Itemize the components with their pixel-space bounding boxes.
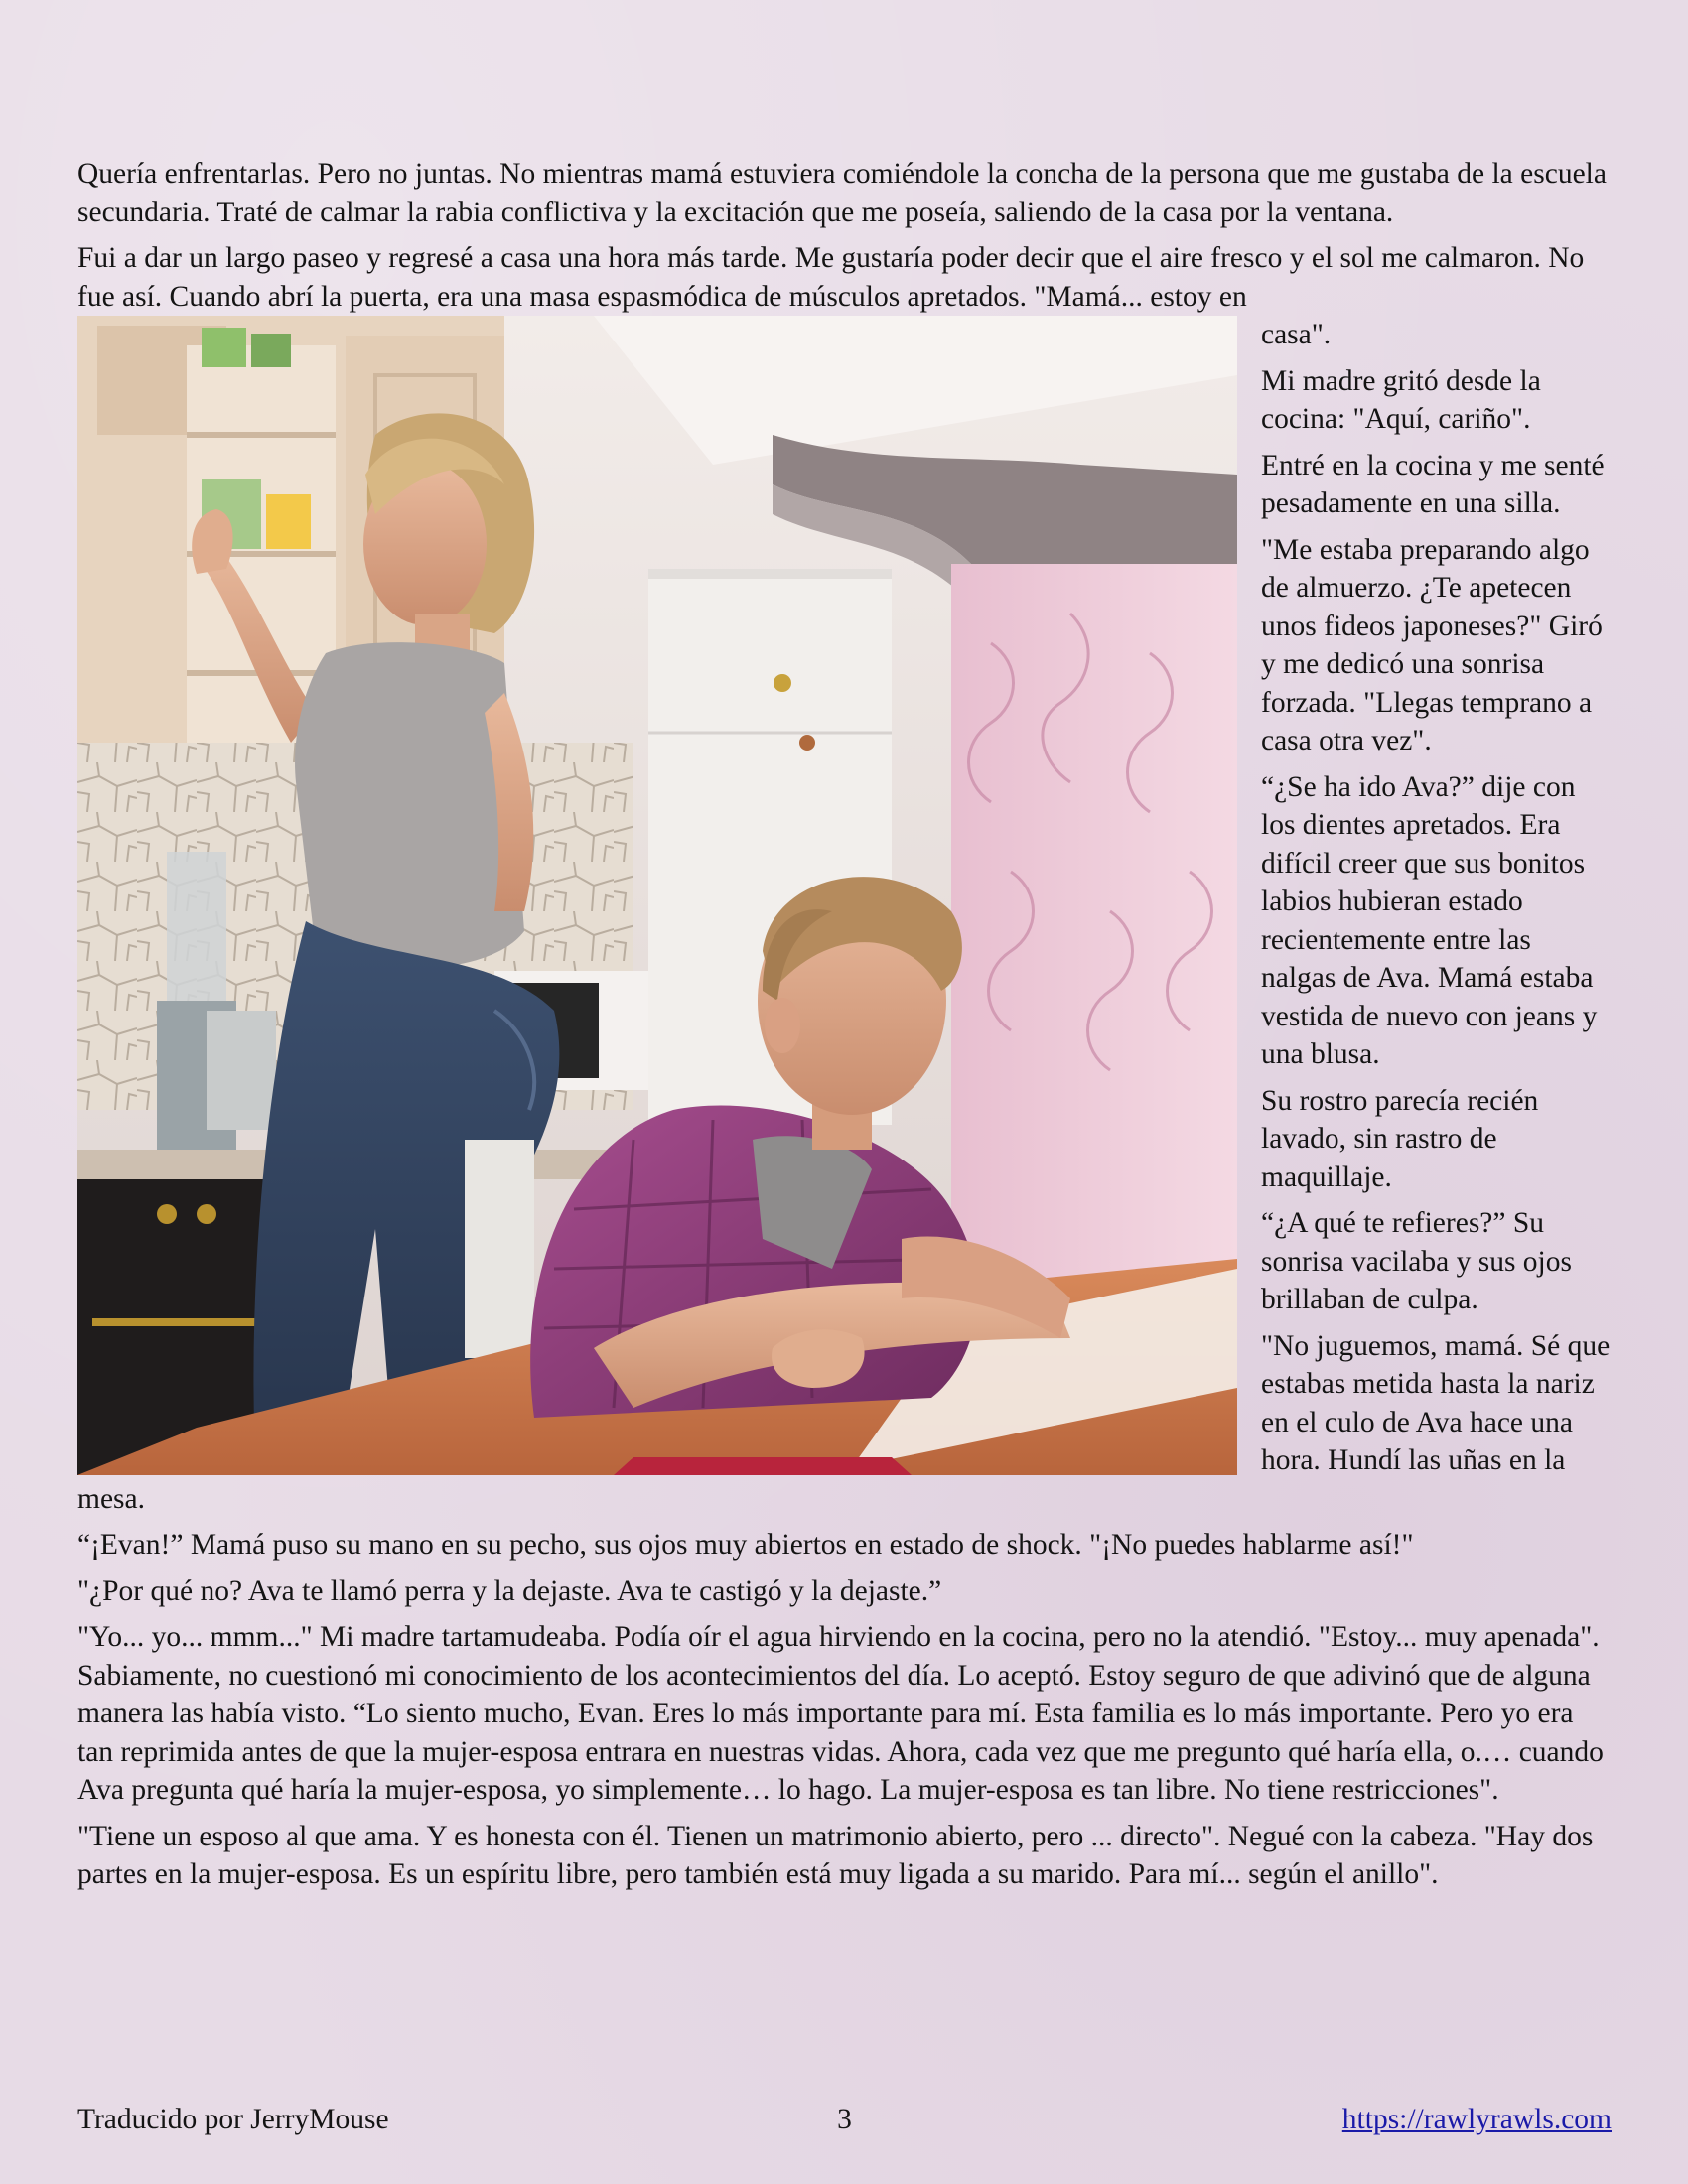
document-body <box>77 155 1612 1902</box>
paragraph: "¿Por qué no? Ava te llamó perra y la dejaste. Ava te castigó y la dejaste.” <box>77 1574 942 1607</box>
website-link[interactable]: https://rawlyrawls.com <box>1341 2104 1612 2135</box>
page-footer <box>77 2101 1612 2140</box>
paragraph: Entré en la cocina y me senté pesadamente en una silla. <box>1261 449 1605 519</box>
paragraph: Mi madre gritó desde la cocina: "Aquí, cariño". <box>1261 364 1541 435</box>
paragraph: Fui a dar un largo paseo y regresé a casa una hora más tarde. Me gustaría poder decir que el aire fresco y el sol me calmaron. No fue así. Cuando abrí la puerta, era una masa espasmódica de músculos apretados. "Mamá... estoy en <box>77 242 1585 313</box>
paragraph-continuation: casa". <box>1261 319 1332 350</box>
paragraph: “¿Se ha ido Ava?” dije con los dientes apretados. Era difícil creer que sus bonitos labios hubieran estado recientemente entre las nalgas de Ava. Mamá estaba vestida de nuevo con jeans y una blusa. <box>1261 770 1598 1070</box>
paragraph: "Me estaba preparando algo de almuerzo. ¿Te apetecen unos fideos japoneses?" Giró y me dedicó una sonrisa forzada. "Llegas temprano a casa otra vez". <box>1261 533 1603 756</box>
paragraph: "Tiene un esposo al que ama. Y es honesta con él. Tienen un matrimonio abierto, pero ... directo". Negué con la cabeza. "Hay dos partes en la mujer-esposa. Es un espíritu libre, pero también está muy ligada a su marido. Para mí... según el anillo". <box>77 1820 1594 1890</box>
paragraph: "Yo... yo... mmm..." Mi madre tartamudeaba. Podía oír el agua hirviendo en la cocina, pero no la atendió. "Estoy... muy apenada". Sabiamente, no cuestionó mi conocimiento de los acontecimientos del día. Lo aceptó. Estoy seguro de que adivinó que de alguna manera las había visto. “Lo siento mucho, Evan. Eres lo más importante para mí. Esta familia es lo más importante. Pero yo era tan reprimida antes de que la mujer-esposa entrara en nuestras vidas. Ahora, cada vez que me pregunto qué haría ella, o.… cuando Ava pregunta qué haría la mujer-esposa, yo simplemente… lo hago. La mujer-esposa es tan libre. No tiene restricciones". <box>77 1621 1604 1806</box>
translator-credit: Traducido por JerryMouse <box>77 2104 389 2135</box>
page-number: 3 <box>837 2104 852 2135</box>
paragraph: “¡Evan!” Mamá puso su mano en su pecho, sus ojos muy abiertos en estado de shock. "¡No puedes hablarme así!" <box>77 1529 1414 1561</box>
paragraph: Quería enfrentarlas. Pero no juntas. No mientras mamá estuviera comiéndole la concha de la persona que me gustaba de la escuela secundaria. Traté de calmar la rabia conflictiva y la excitación que me poseía, saliendo de la casa por la ventana. <box>77 158 1607 228</box>
kitchen-scene-illustration <box>77 316 1237 1475</box>
paragraph: "No juguemos, mamá. Sé que estabas metida hasta la nariz en el culo de Ava hace una hora. Hundí las uñas en la mesa. <box>77 1329 1611 1515</box>
paragraph: Su rostro parecía recién lavado, sin rastro de maquillaje. <box>1261 1084 1539 1193</box>
paragraph: “¿A qué te refieres?” Su sonrisa vacilaba y sus ojos brillaban de culpa. <box>1261 1207 1572 1315</box>
